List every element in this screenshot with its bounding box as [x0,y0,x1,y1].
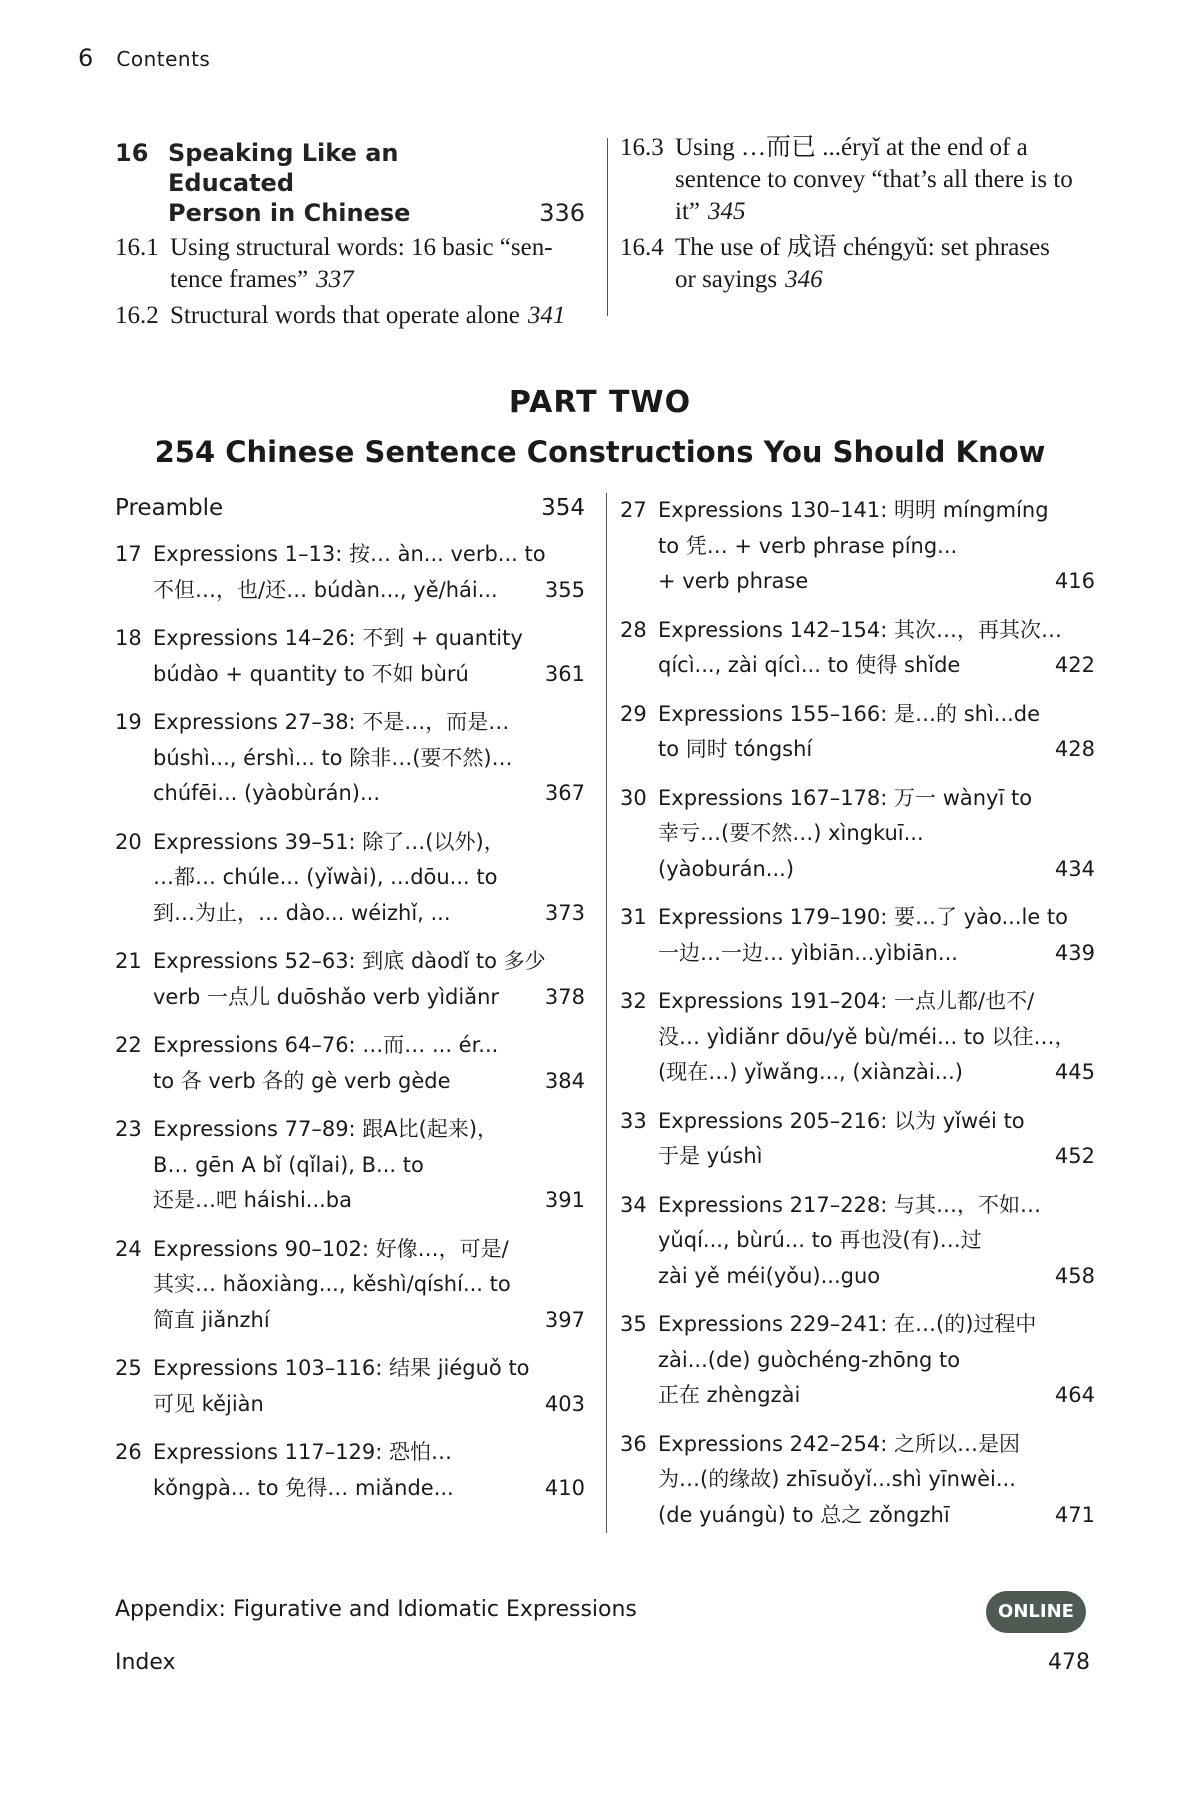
column-divider [606,493,607,1533]
chapter-title-line: 一边…一边… yìbiān...yìbiān... [658,940,958,965]
chapter-title-line: Expressions 229–241: 在…(的)过程中 [658,1312,1037,1336]
chapter-title-line: Expressions 130–141: 明明 míngmíng [658,498,1049,522]
chapter-number: 34 [620,1192,647,1217]
chapter-title-line: Expressions 217–228: 与其…，不如… [658,1192,1042,1217]
chapter-title-line: to 凭… + verb phrase píng... [658,533,958,558]
chapter-title-line: 简直 jiǎnzhí [153,1307,270,1332]
subsection-text: Structural words that operate alone [170,302,520,329]
subsection-text: it” [675,198,700,225]
index-page: 478 [1048,1650,1090,1675]
chapter-page: 355 [544,577,585,602]
chapter-title-line: qícì..., zài qícì... to 使得 shǐde [658,653,961,677]
chapter-title-line: 还是…吧 háishi...ba [153,1188,352,1212]
appendix-label: Appendix: Figurative and Idiomatic Expressions [115,1597,637,1622]
chapter-number: 28 [620,617,647,642]
chapter-title-line: Expressions 142–154: 其次…，再其次… [658,617,1063,642]
chapter-entry-22[interactable] [115,1028,585,1099]
chapter-number: 25 [115,1356,142,1380]
chapter-title-line: 幸亏…(要不然…) xìngkuī... [658,821,924,845]
chapter-title-line: (yàoburán...) [658,856,795,881]
chapter-title-line: búshì..., érshì... to 除非…(要不然)… [153,745,513,770]
chapter-title-line: B… gēn A bǐ (qǐlai), B... to [153,1152,424,1177]
chapter-title-line: yǔqí..., bùrú... to 再也没(有)…过 [658,1228,982,1252]
chapter-title-line: 于是 yúshì [658,1144,763,1168]
chapter-page: 367 [544,781,585,805]
chapter-title-line: Expressions 1–13: 按… àn... verb... to [153,542,546,566]
chapter-title-line: Expressions 167–178: 万一 wànyī to [658,785,1033,810]
chapter-entry-26[interactable] [115,1435,585,1506]
toc-left-column [115,493,585,1519]
chapter-title-line: Expressions 179–190: 要…了 yào...le to [658,905,1069,929]
chapter-title-line: 没… yìdiǎnr dōu/yě bù/méi... to 以往…， [658,1024,1076,1049]
subsection-page: 345 [708,198,746,225]
chapter-title-line: Expressions 205–216: 以为 yǐwéi to [658,1108,1025,1133]
chapter-entry-27[interactable] [620,493,1095,600]
chapter-title-line: verb 一点儿 duōshǎo verb yìdiǎnr [153,984,500,1009]
chapter-number: 18 [115,626,142,650]
subsection-16-2[interactable] [115,300,585,332]
running-head [78,44,210,72]
chapter-entry-24[interactable] [115,1232,585,1339]
chapter-title-line: 不但…，也/还… búdàn..., yě/hái... [153,577,498,602]
chapter-title-line: Expressions 52–63: 到底 dàodǐ to 多少 [153,949,546,973]
chapter-number: 36 [620,1431,647,1456]
chapter-entry-33[interactable] [620,1104,1095,1175]
preamble-entry[interactable] [115,493,585,523]
part-two-toc [115,493,1095,1533]
appendix-entry[interactable] [115,1592,1090,1632]
chapter-number: 24 [115,1236,142,1261]
chapter-page: 422 [1054,653,1095,677]
chapter-title-line: 到…为止，… dào... wéizhǐ, ... [153,900,451,925]
chapter-title-line: Expressions 77–89: 跟A比(起来)， [153,1117,499,1141]
subsection-number: 16.2 [115,302,159,329]
chapter-entry-28[interactable] [620,613,1095,684]
chapter-title-line: 可见 kějiàn [153,1391,264,1416]
chapter-page: 410 [544,1475,585,1500]
chapter-title-line: to 同时 tóngshí [658,737,813,761]
chapter-page: 416 [1054,569,1095,593]
subsection-number: 16.1 [115,234,159,261]
subsection-text: sentence to convey “that’s all there is to [675,166,1073,193]
chapter-title-line: chúfēi... (yàobùrán)... [153,781,381,805]
ch16-left-column [115,138,585,332]
chapter-title-line: búdào + quantity to 不如 bùrú [153,661,469,686]
chapter-title-line: Expressions 103–116: 结果 jiéguǒ to [153,1356,530,1380]
chapter-page: 428 [1054,737,1095,761]
chapter-page: 452 [1054,1144,1095,1168]
chapter-title-line: Expressions 191–204: 一点儿都/也不/ [658,989,1035,1013]
chapter-title-line: 正在 zhèngzài [658,1383,801,1407]
subsection-text: Using …而已 ...éryǐ at the end of a [675,134,1028,161]
chapter-number: 19 [115,710,142,734]
ch16-title-line1: Speaking Like an Educated [168,139,399,197]
chapter-entry-17[interactable] [115,537,585,608]
chapter-title-line: …都… chúle... (yǐwài), ...dōu... to [153,865,498,889]
chapter-page: 471 [1054,1502,1095,1527]
chapter-page: 361 [544,661,585,686]
chapter-entry-18[interactable] [115,621,585,692]
subsection-text: or sayings [675,266,778,293]
chapter-title-line: (de yuángù) to 总之 zǒngzhī [658,1502,950,1527]
chapter-page: 439 [1054,940,1095,965]
chapter-entry-25[interactable] [115,1351,585,1422]
preamble-label: Preamble [115,495,224,521]
ch16-title-line2: Person in Chinese [168,199,411,227]
chapter-title-line: 其实… hǎoxiàng..., kěshì/qíshí... to [153,1272,511,1296]
subsection-text: tence frames” [170,266,309,293]
subsection-text: The use of 成语 chéngyǔ: set phrases [675,234,1050,261]
chapter-number: 30 [620,785,647,810]
online-badge[interactable]: ONLINE [986,1591,1086,1633]
subsection-page: 346 [785,266,823,293]
chapter-title-line: Expressions 39–51: 除了…(以外)， [153,829,505,854]
chapter-entry-31[interactable] [620,900,1095,971]
chapter-title-line: Expressions 117–129: 恐怕… [153,1440,453,1464]
chapter-number: 35 [620,1312,647,1336]
chapter-number: 31 [620,905,647,929]
part-label: PART TWO [508,385,692,420]
chapter-page: 403 [544,1391,585,1416]
chapter-title-line: kǒngpà... to 免得… miǎnde... [153,1475,454,1500]
chapter-title-line: 为…(的缘故) zhīsuǒyǐ...shì yīnwèi... [658,1467,1016,1491]
chapter-entry-32[interactable] [620,984,1095,1091]
chapter-page: 397 [544,1307,585,1332]
chapter-page: 373 [544,900,585,925]
index-entry[interactable] [115,1645,1090,1685]
chapter-entry-19[interactable] [115,705,585,812]
ch16-right-column [620,134,1100,296]
chapter-title-line: Expressions 27–38: 不是…，而是… [153,710,510,734]
chapter-entry-30[interactable] [620,781,1095,888]
chapter-title-line: Expressions 14–26: 不到 + quantity [153,626,523,650]
chapter-number: 26 [115,1440,142,1464]
chapter-number: 29 [620,701,647,726]
ch16-number: 16 [115,139,149,167]
chapter-title-line: + verb phrase [658,569,809,593]
chapter-title-line: Expressions 155–166: 是…的 shì...de [658,701,1041,726]
chapter-title-line: (现在…) yǐwǎng..., (xiànzài...) [658,1060,963,1084]
subsection-page: 341 [527,302,566,329]
part-two-heading [0,383,1200,477]
ch16-heading[interactable] [115,138,585,228]
chapter-page: 458 [1054,1263,1095,1288]
ch16-page: 336 [539,199,585,227]
part-subtitle: 254 Chinese Sentence Constructions You Should Know [154,435,1046,469]
chapter-number: 17 [115,542,142,566]
chapter-title-line: zài yě méi(yǒu)...guo [658,1263,881,1288]
subsection-16-3[interactable] [620,132,1100,228]
index-label: Index [115,1650,176,1675]
subsection-text: Using structural words: 16 basic “sen- [170,234,553,261]
chapter-number: 32 [620,989,647,1013]
chapter-number: 23 [115,1117,142,1141]
running-head-title: Contents [116,47,211,71]
chapter-entry-20[interactable] [115,825,585,932]
chapter-entry-34[interactable] [620,1188,1095,1295]
chapter-entry-23[interactable] [115,1112,585,1219]
chapter-entry-29[interactable] [620,697,1095,768]
chapter-title-line: zài...(de) guòchéng-zhōng to [658,1347,961,1372]
subsection-16-1[interactable] [115,232,585,296]
chapter-title-line: Expressions 242–254: 之所以…是因 [658,1431,1021,1456]
page-number: 6 [78,44,94,72]
chapter-number: 33 [620,1108,647,1133]
chapter-page: 464 [1054,1383,1095,1407]
chapter-number: 20 [115,829,142,854]
preamble-page: 354 [541,495,585,521]
chapter-page: 391 [544,1188,585,1212]
toc-right-column [620,493,1095,1546]
chapter-title-line: Expressions 64–76: …而… ... ér... [153,1033,499,1057]
chapter-page: 434 [1054,856,1095,881]
chapter-page: 445 [1054,1060,1095,1084]
chapter-entry-21[interactable] [115,944,585,1015]
subsection-page: 337 [316,266,354,293]
subsection-number: 16.3 [620,134,664,161]
chapter-entry-35[interactable] [620,1307,1095,1414]
chapter-page: 378 [544,984,585,1009]
chapter-title-line: Expressions 90–102: 好像…，可是/ [153,1236,509,1261]
subsection-16-4[interactable] [620,232,1100,296]
chapter-title-line: to 各 verb 各的 gè verb gède [153,1068,451,1093]
column-divider [607,138,608,316]
chapter-number: 27 [620,498,647,522]
chapter-16-block [115,134,1115,329]
chapter-number: 21 [115,949,142,973]
subsection-number: 16.4 [620,234,664,261]
chapter-page: 384 [544,1068,585,1093]
chapter-entry-36[interactable] [620,1427,1095,1534]
chapter-number: 22 [115,1033,142,1057]
